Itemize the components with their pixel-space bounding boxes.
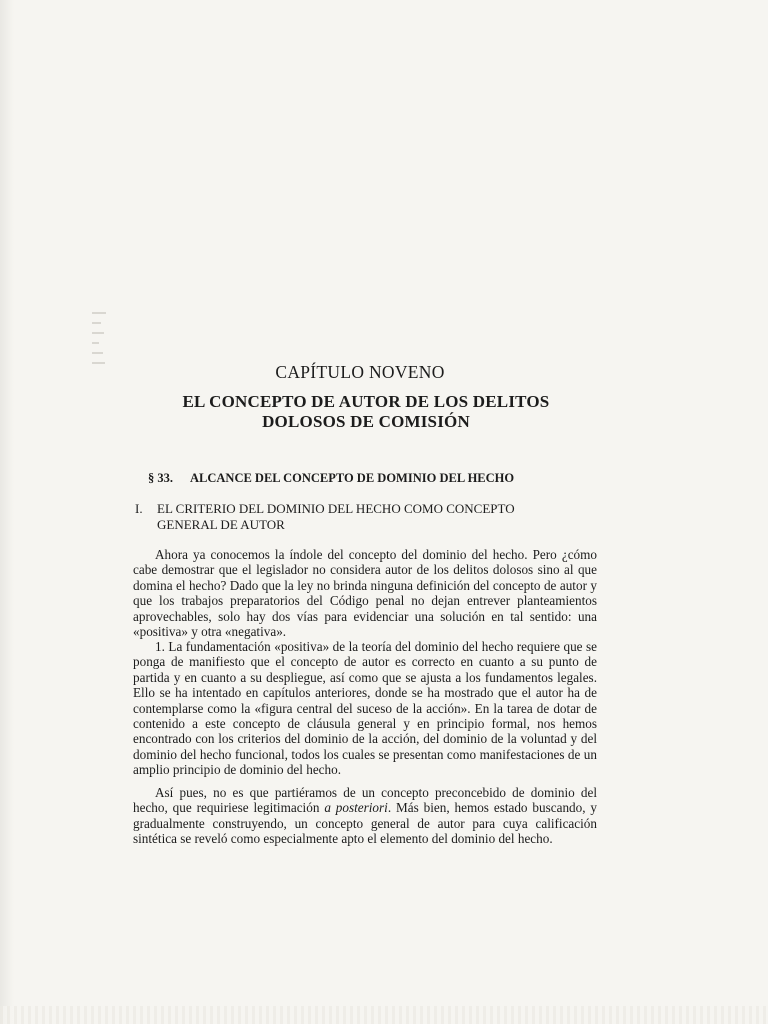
scan-artifact: [92, 312, 114, 396]
section-title: ALCANCE DEL CONCEPTO DE DOMINIO DEL HECHO: [190, 471, 515, 485]
scan-edge-noise: [0, 1006, 768, 1024]
paragraph-2: 1. La fundamentación «positiva» de la teoría del dominio del hecho requiere que se ponga de manifiesto que el concepto de autor es correcto en cuanto a su punto de partida y en cuanto a su despliegue, así como que se ajusta a los fundamentos legales. Ello se ha intentado en capítulos anteriores, donde se ha mostrado que el autor ha de contemplarse como la «figura central del suceso de la acción». En la tarea de dotar de contenido a este concepto de cláusula general y en principio formal, nos hemos encontrado con los criterios del dominio de la acción, del dominio de la voluntad y del dominio del hecho funcional, todos los cuales se presentan como manifestaciones de un amplio principio de dominio del hecho.: [133, 639, 597, 778]
paragraph-3: [133, 785, 597, 847]
section-heading: [148, 471, 598, 486]
subsection-title: EL CRITERIO DEL DOMINIO DEL HECHO COMO CONCEPTO GENERAL DE AUTOR: [157, 501, 515, 532]
section-number: § 33.: [148, 471, 173, 485]
paragraph-3-text: Así pues, no es que partiéramos de un concepto preconcebido de dominio del hecho, que requiriese legitimación: [133, 785, 597, 816]
paragraph-3-text-end: . Más bien, hemos estado buscando, y gradualmente construyendo, un concepto general de autor para cuya calificación sintética se reveló como especialmente apto el elemento del dominio del hecho.: [133, 800, 598, 847]
chapter-label: CAPÍTULO NOVENO: [275, 362, 445, 382]
paragraph-1: Ahora ya conocemos la índole del concepto del dominio del hecho. Pero ¿cómo cabe demostrar que el legislador no considera autor de los delitos dolosos sino al que domina el hecho? Dado que la ley no brinda ninguna definición del concepto de autor y que los trabajos preparatorios del Código penal no dejan entrever planteamientos aprovechables, solo hay dos vías para evidenciar una solución en tal sentido: una «positiva» y otra «negativa».: [133, 547, 597, 640]
paragraph-3-italic: a posteriori: [324, 800, 388, 816]
chapter-title: EL CONCEPTO DE AUTOR DE LOS DELITOS DOLOSOS DE COMISIÓN: [182, 392, 550, 431]
subsection-number: I.: [135, 501, 143, 516]
scan-edge-shadow: [0, 0, 14, 1024]
subsection-heading: [135, 501, 615, 532]
